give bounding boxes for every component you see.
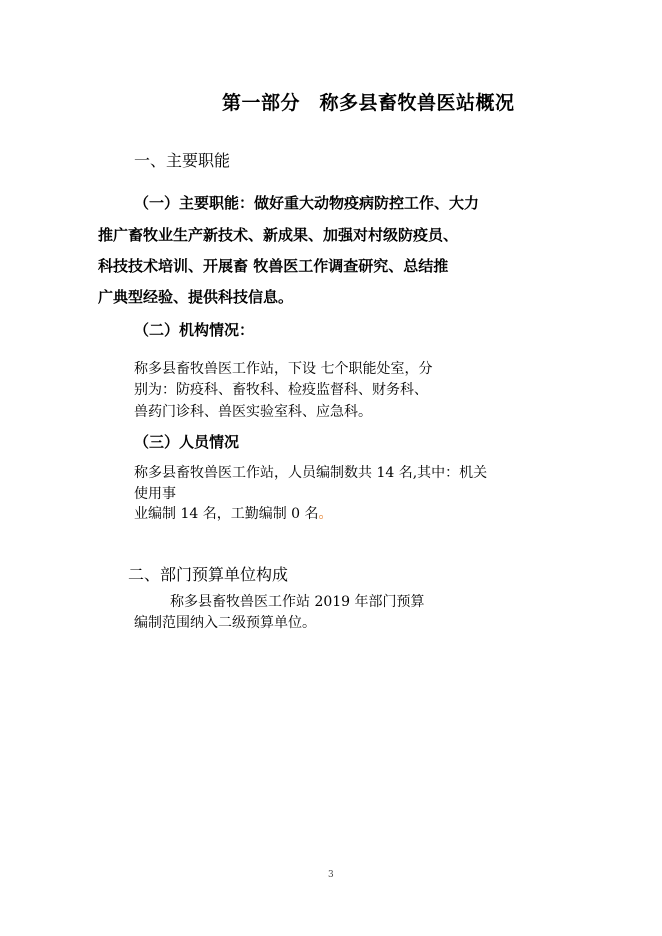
staff-end-mark: 。 [318,506,333,522]
section-heading-main-duties: 一、主要职能 [134,151,231,170]
subheading-staff: （三）人员情况 [134,433,240,451]
budget-line-2: 编制范围纳入二级预算单位。 [134,615,316,631]
staff-line-2: 使用事 [134,486,176,502]
staff-line-3 [134,503,333,523]
subheading-organization: （二）机构情况： [134,321,255,339]
duties-line-1: （一）主要职能：做好重大动物疫病防控工作、大力 [134,194,480,212]
staff-line-3-text: 业编制 14 名，工勤编制 0 名 [134,506,319,522]
staff-line-1: 称多县畜牧兽医工作站，人员编制数共 14 名,其中：机关 [134,465,488,481]
org-line-2: 别为：防疫科、畜牧科、检疫监督科、财务科、 [134,382,428,398]
duties-line-2: 推广畜牧业生产新技术、新成果、加强对村级防疫员、 [98,226,459,244]
section-heading-budget-units: 二、部门预算单位构成 [128,565,289,584]
duties-line-4: 广典型经验、提供科技信息。 [98,288,294,306]
budget-line-1: 称多县畜牧兽医工作站 2019 年部门预算 [170,594,425,610]
org-line-3: 兽药门诊科、兽医实验室科、应急科。 [134,404,372,420]
org-line-1: 称多县畜牧兽医工作站，下设 七个职能处室，分 [134,361,433,377]
duties-line-3: 科技技术培训、开展畜 牧兽医工作调查研究、总结推 [98,257,449,275]
page-number: 3 [328,870,334,880]
page-title: 第一部分 称多县畜牧兽医站概况 [222,92,515,114]
